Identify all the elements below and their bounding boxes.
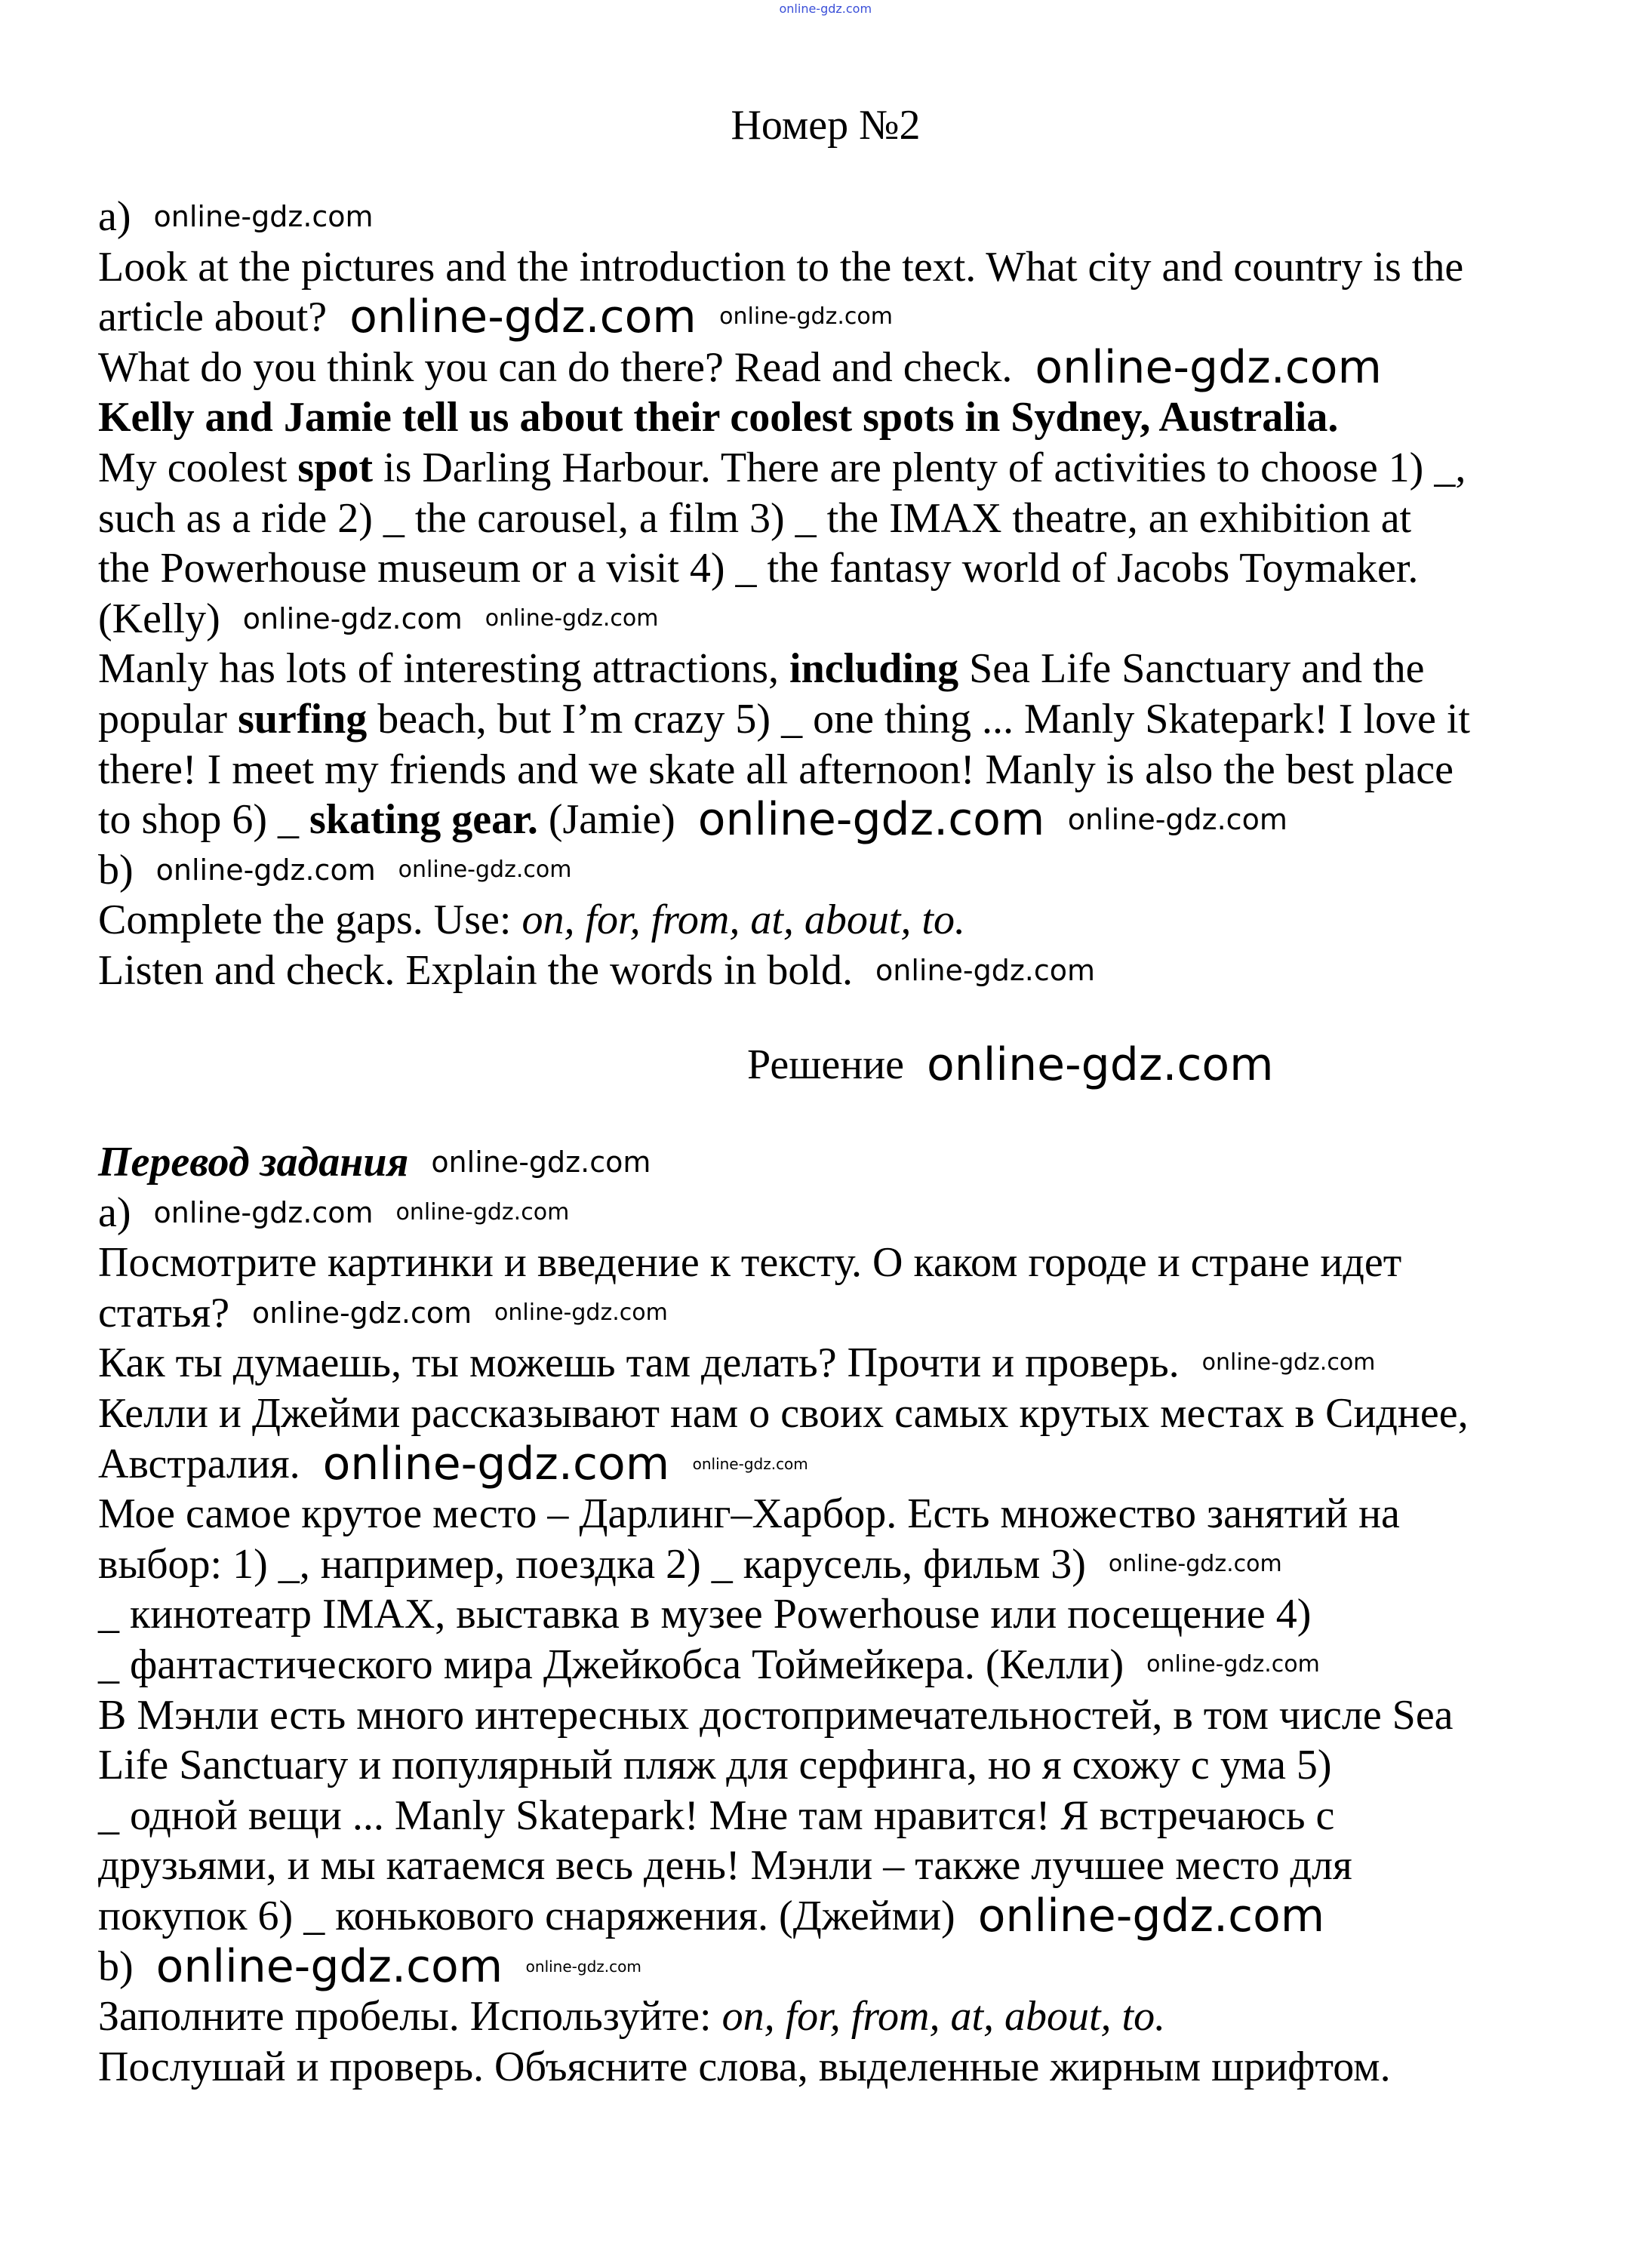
text-line bbox=[98, 2042, 1391, 2092]
emphasized-text: including bbox=[789, 645, 959, 692]
text-line bbox=[98, 1841, 1352, 1890]
watermark: online-gdz.com bbox=[525, 1958, 641, 1976]
watermark: online-gdz.com bbox=[252, 1296, 472, 1330]
text-segment: beach, but I’m crazy 5) _ one thing ... Manly Skatepark! I love it bbox=[367, 696, 1470, 743]
text-line bbox=[98, 392, 1338, 442]
emphasized-text: spot bbox=[297, 444, 374, 491]
text-line bbox=[98, 694, 1470, 744]
text-segment: b) bbox=[98, 847, 134, 893]
text-segment: Listen and check. Explain the words in bold. bbox=[98, 947, 853, 994]
text-segment: Как ты думаешь, ты можешь там делать? Прочти и проверь. bbox=[98, 1339, 1180, 1386]
text-segment: such as a ride 2) _ the carousel, a film 3) _ the IMAX theatre, an exhibition at bbox=[98, 495, 1412, 542]
text-segment: Complete the gaps. Use: bbox=[98, 896, 522, 943]
text-segment: (Jamie) bbox=[537, 796, 675, 843]
text-segment: _ одной вещи ... Manly Skatepark! Мне там нравится! Я встречаюсь с bbox=[98, 1792, 1335, 1839]
watermark: online-gdz.com bbox=[1035, 341, 1382, 394]
text-line bbox=[98, 594, 220, 644]
text-line bbox=[98, 543, 1418, 593]
watermark: online-gdz.com bbox=[155, 853, 376, 887]
text-segment: друзьями, и мы катаемся весь день! Мэнли – также лучшее место для bbox=[98, 1842, 1352, 1889]
text-segment: is Darling Harbour. There are plenty of activities to choose 1) _, bbox=[373, 444, 1466, 491]
emphasized-text: skating gear. bbox=[309, 796, 538, 843]
text-line bbox=[98, 1489, 1400, 1539]
text-segment: there! I meet my friends and we skate all afternoon! Manly is also the best place bbox=[98, 746, 1454, 793]
text-segment: to shop 6) _ bbox=[98, 796, 309, 843]
text-line bbox=[98, 1238, 1401, 1287]
text-line bbox=[98, 1942, 134, 1991]
text-segment: Посмотрите картинки и введение к тексту. О каком городе и стране идет bbox=[98, 1239, 1402, 1286]
text-segment: (Kelly) bbox=[98, 595, 220, 642]
watermark: online-gdz.com bbox=[395, 1199, 570, 1226]
text-line bbox=[98, 443, 1466, 493]
text-segment: a) bbox=[98, 1189, 131, 1236]
text-line bbox=[98, 242, 1463, 292]
watermark: online-gdz.com bbox=[779, 2, 872, 16]
text-line bbox=[98, 1791, 1334, 1841]
watermark: online-gdz.com bbox=[697, 793, 1045, 846]
watermark: online-gdz.com bbox=[349, 291, 697, 343]
watermark: online-gdz.com bbox=[1067, 803, 1287, 836]
watermark: online-gdz.com bbox=[431, 1146, 651, 1179]
text-segment: Мое самое крутое место – Дарлинг–Харбор. Есть множество занятий на bbox=[98, 1490, 1400, 1537]
text-segment: Look at the pictures and the introduction to the text. What city and country is the bbox=[98, 244, 1464, 291]
text-segment: выбор: 1) _, например, поездка 2) _ карусель, фильм 3) bbox=[98, 1541, 1086, 1588]
text-line bbox=[98, 1740, 1332, 1790]
text-line bbox=[98, 795, 675, 844]
text-segment: Послушай и проверь. Объясните слова, выделенные жирным шрифтом. bbox=[98, 2044, 1391, 2090]
watermark: online-gdz.com bbox=[719, 303, 893, 330]
text-line bbox=[98, 946, 853, 995]
text-line bbox=[98, 895, 965, 945]
text-segment: the Powerhouse museum or a visit 4) _ the fantasy world of Jacobs Toymaker. bbox=[98, 545, 1419, 592]
watermark: online-gdz.com bbox=[927, 1038, 1274, 1091]
text-line bbox=[98, 494, 1411, 543]
text-line bbox=[98, 1338, 1180, 1388]
text-segment: popular bbox=[98, 696, 238, 743]
text-segment: статья? bbox=[98, 1290, 230, 1336]
text-segment: _ кинотеатр IMAX, выставка в музее Powerhouse или посещение 4) bbox=[98, 1591, 1312, 1638]
text-line bbox=[98, 1288, 229, 1338]
watermark: online-gdz.com bbox=[1146, 1651, 1320, 1678]
watermark: online-gdz.com bbox=[153, 200, 374, 233]
emphasized-text: Kelly and Jamie tell us about their coolest spots in Sydney, Australia. bbox=[98, 394, 1339, 441]
watermark: online-gdz.com bbox=[155, 1940, 503, 1993]
text-segment: Sea Life Sanctuary and the bbox=[958, 645, 1425, 692]
text-line bbox=[98, 292, 327, 342]
text-line bbox=[98, 1690, 1454, 1740]
text-line bbox=[98, 1137, 408, 1187]
watermark: online-gdz.com bbox=[977, 1890, 1325, 1942]
text-segment: _ фантастического мира Джейкобса Тоймейкера. (Келли) bbox=[98, 1641, 1124, 1688]
text-line bbox=[98, 192, 131, 241]
watermark: online-gdz.com bbox=[242, 602, 463, 635]
emphasized-text: on, for, from, at, about, to. bbox=[521, 896, 965, 943]
text-segment: What do you think you can do there? Read and check. bbox=[98, 344, 1013, 391]
watermark: online-gdz.com bbox=[1108, 1551, 1282, 1577]
text-line bbox=[98, 1539, 1086, 1589]
watermark: online-gdz.com bbox=[153, 1196, 374, 1229]
text-line bbox=[98, 1891, 955, 1941]
solution-heading: Решение bbox=[746, 1041, 905, 1088]
text-segment: b) bbox=[98, 1943, 134, 1990]
watermark: online-gdz.com bbox=[1201, 1349, 1376, 1376]
text-line bbox=[98, 1439, 300, 1489]
emphasized-text: surfing bbox=[238, 696, 368, 743]
watermark: online-gdz.com bbox=[322, 1438, 670, 1490]
text-line bbox=[98, 1389, 1469, 1438]
watermark: online-gdz.com bbox=[398, 857, 572, 883]
text-segment: В Мэнли есть много интересных достопримечательностей, в том числе Sea bbox=[98, 1692, 1454, 1739]
text-segment: Life Sanctuary и популярный пляж для серфинга, но я схожу с ума 5) bbox=[98, 1742, 1332, 1788]
text-segment: My coolest bbox=[98, 444, 298, 491]
watermark: online-gdz.com bbox=[875, 954, 1096, 987]
text-segment: article about? bbox=[98, 294, 328, 340]
text-line bbox=[98, 1589, 1311, 1639]
text-line bbox=[98, 1640, 1124, 1690]
emphasized-text: on, for, from, at, about, to. bbox=[721, 1993, 1166, 2040]
text-line bbox=[98, 1188, 131, 1238]
emphasized-text: Перевод задания bbox=[98, 1139, 409, 1186]
text-segment: Австралия. bbox=[98, 1441, 300, 1487]
text-line bbox=[98, 745, 1454, 795]
text-line bbox=[98, 343, 1012, 392]
text-segment: Заполните пробелы. Используйте: bbox=[98, 1993, 722, 2040]
text-line bbox=[98, 1991, 1165, 2041]
watermark: online-gdz.com bbox=[485, 605, 659, 632]
text-segment: Келли и Джейми рассказывают нам о своих самых крутых местах в Сиднее, bbox=[98, 1390, 1469, 1437]
text-line bbox=[98, 845, 134, 895]
text-segment: покупок 6) _ конькового снаряжения. (Джейми) bbox=[98, 1893, 955, 1939]
watermark: online-gdz.com bbox=[692, 1455, 808, 1473]
text-segment: Manly has lots of interesting attractions, bbox=[98, 645, 790, 692]
text-line bbox=[98, 644, 1424, 694]
page-title: Номер №2 bbox=[731, 102, 921, 149]
watermark: online-gdz.com bbox=[494, 1299, 668, 1326]
text-segment: a) bbox=[98, 193, 131, 240]
